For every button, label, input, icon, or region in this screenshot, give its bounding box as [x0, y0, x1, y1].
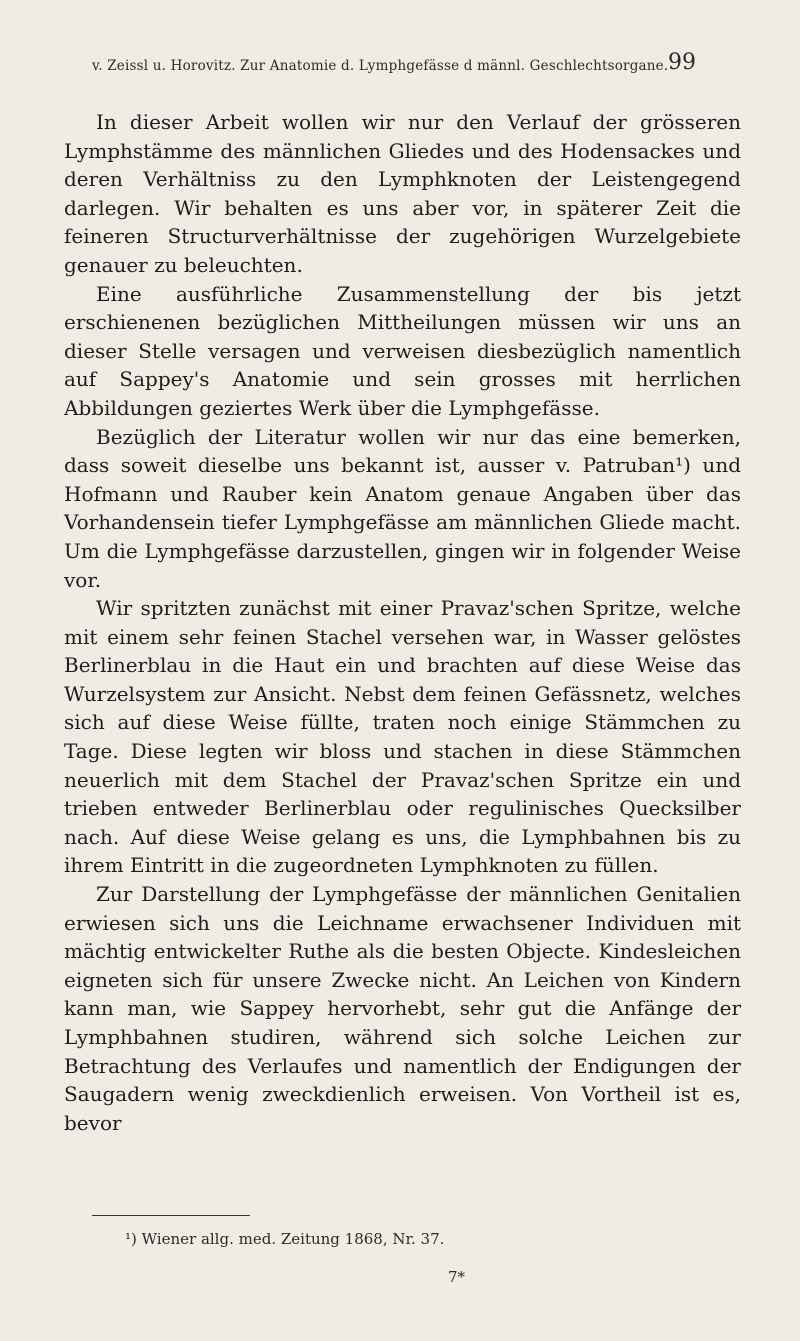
running-head: v. Zeissl u. Horovitz. Zur Anatomie d. Lymphgefässe d männl. Geschlechtsorgane. — [92, 58, 669, 74]
paragraph: Bezüglich der Literatur wollen wir nur das eine bemerken, dass soweit dieselbe uns bekannt ist, ausser v. Patruban¹) und Hofmann und Rauber kein Anatom genaue Angaben über das Vorhandensein tiefer Lymphgefässe am männlichen Gliede macht. Um die Lymphgefässe darzustellen, gingen wir in folgender Weise vor. — [64, 424, 741, 592]
footnote: ¹) Wiener allg. med. Zeitung 1868, Nr. 37. — [125, 1230, 445, 1248]
paragraph: Zur Darstellung der Lymphgefässe der männlichen Genitalien erwiesen sich uns die Leichname erwachsener Individuen mit mächtig entwickelter Ruthe als die besten Objecte. Kindesleichen eigneten sich für unsere Zwecke nicht. An Leichen von Kindern kann man, wie Sappey hervorhebt, sehr gut die Anfänge der Lymphbahnen studiren, während sich solche Leichen zur Betrachtung des Verlaufes und namentlich der Endigungen der Saugadern wenig zweckdienlich erweisen. Von Vortheil ist es, bevor — [64, 882, 741, 1135]
paragraph: Eine ausführliche Zusammenstellung der bis jetzt erschienenen bezüglichen Mittheilungen müssen wir uns an dieser Stelle versagen und verweisen diesbezüglich namentlich auf Sappey's Anatomie und sein grosses mit herrlichen Abbildungen geziertes Werk über die Lymphgefässe. — [64, 281, 741, 420]
page-number: 99 — [668, 50, 696, 75]
paragraph: In dieser Arbeit wollen wir nur den Verlauf der grösseren Lymphstämme des männlichen Gliedes und des Hodensackes und deren Verhältniss zu den Lymphknoten der Leistengegend darlegen. Wir behalten es uns aber vor, in späterer Zeit die feineren Structurverhältnisse der zugehörigen Wurzelgebiete genauer zu beleuchten. — [64, 110, 741, 277]
footnote-divider — [92, 1215, 250, 1216]
body-text — [64, 108, 741, 1137]
signature-mark: 7* — [448, 1268, 466, 1286]
paragraph: Wir spritzten zunächst mit einer Pravaz'schen Spritze, welche mit einem sehr feinen Stachel versehen war, in Wasser gelöstes Berlinerblau in die Haut ein und brachten auf diese Weise das Wurzelsystem zur Ansicht. Nebst dem feinen Gefässnetz, welches sich auf diese Weise füllte, traten noch einige Stämmchen zu Tage. Diese legten wir bloss und stachen in diese Stämmchen neuerlich mit dem Stachel der Pravaz'schen Spritze ein und trieben entweder Berlinerblau oder regulinisches Quecksilber nach. Auf diese Weise gelang es uns, die Lymphbahnen bis zu ihrem Eintritt in die zugeordneten Lymphknoten zu füllen. — [64, 596, 741, 878]
